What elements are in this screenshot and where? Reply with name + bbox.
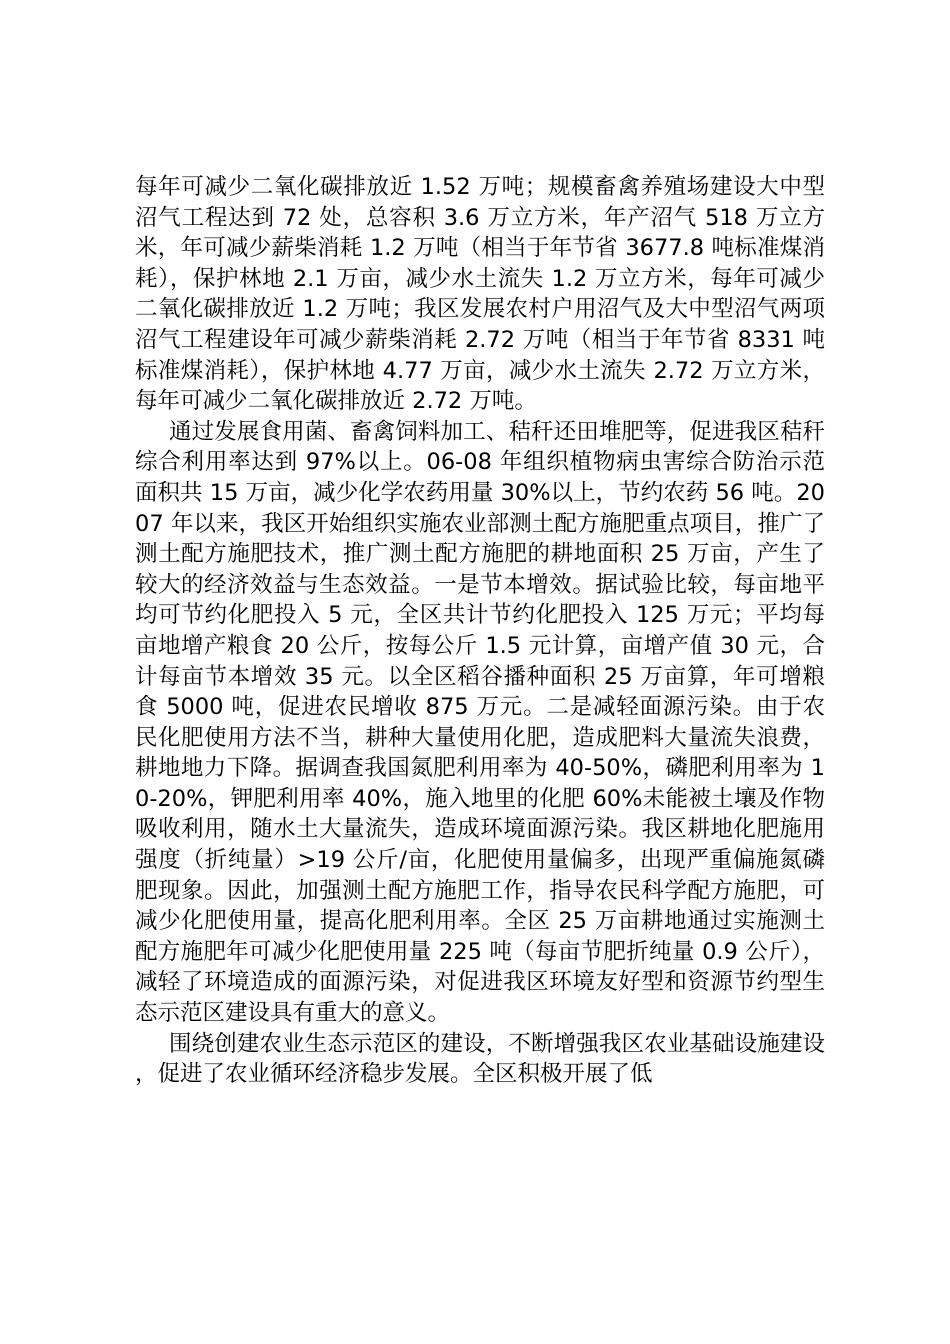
paragraph-3: 围绕创建农业生态示范区的建设，不断增强我区农业基础设施建设，促进了农业循环经济稳步发展。全区积极开展了低: [135, 1030, 825, 1088]
document-body: [135, 172, 825, 1090]
paragraph-1: 每年可减少二氧化碳排放近 1.52 万吨；规模畜禽养殖场建设大中型沼气工程达到 72 处，总容积 3.6 万立方米，年产沼气 518 万立方米，年可减少薪柴消耗 1.2 万吨（相当于年节省 3677.8 吨标准煤消耗），保护林地 2.1 万亩，减少水土流失 1.2 万立方米，每年可减少二氧化碳排放近 1.2 万吨；我区发展农村户用沼气及大中型沼气两项沼气工程建设年可减少薪柴消耗 2.72 万吨（相当于年节省 8331 吨标准煤消耗），保护林地 4.77 万亩，减少水土流失 2.72 万立方米，每年可减少二氧化碳排放近 2.72 万吨。: [135, 174, 825, 415]
paragraph-2: 通过发展食用菌、畜禽饲料加工、秸秆还田堆肥等，促进我区秸秆综合利用率达到 97%以上。06-08 年组织植物病虫害综合防治示范面积共 15 万亩，减少化学农药用量 30%以上，节约农药 56 吨。2007 年以来，我区开始组织实施农业部测土配方施肥重点项目，推广了测土配方施肥技术，推广测土配方施肥的耕地面积 25 万亩，产生了较大的经济效益与生态效益。一是节本增效。据试验比较，每亩地平均可节约化肥投入 5 元，全区共计节约化肥投入 125 万元；平均每亩地增产粮食 20 公斤，按每公斤 1.5 元计算，亩增产值 30 元，合计每亩节本增效 35 元。以全区稻谷播种面积 25 万亩算，年可增粮食 5000 吨，促进农民增收 875 万元。二是减轻面源污染。由于农民化肥使用方法不当，耕种大量使用化肥，造成肥料大量流失浪费，耕地地力下降。据调查我国氮肥利用率为 40-50%，磷肥利用率为 10-20%，钾肥利用率 40%，施入地里的化肥 60%未能被土壤及作物吸收利用，随水土大量流失，造成环境面源污染。我区耕地化肥施用强度（折纯量）>19 公斤/亩，化肥使用量偏多，出现严重偏施氮磷肥现象。因此，加强测土配方施肥工作，指导农民科学配方施肥，可减少化肥使用量，提高化肥利用率。全区 25 万亩耕地通过实施测土配方施肥年可减少化肥使用量 225 吨（每亩节肥折纯量 0.9 公斤），减轻了环境造成的面源污染，对促进我区环境友好型和资源节约型生态示范区建设具有重大的意义。: [135, 418, 825, 1027]
